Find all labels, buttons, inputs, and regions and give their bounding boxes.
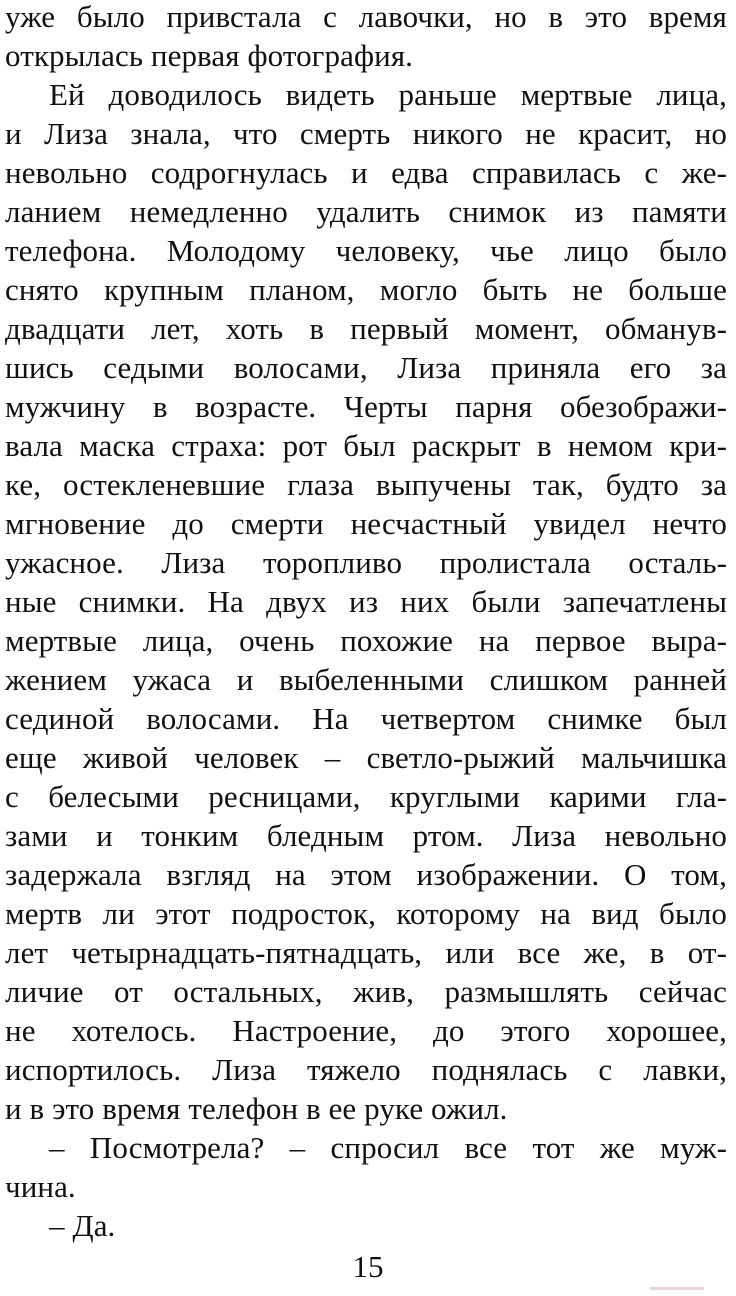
text-line: невольно содрогнулась и едва справилась с же- (5, 155, 727, 190)
text-line: двадцати лет, хоть в первый момент, обманув- (5, 311, 727, 346)
text-line: Ей доводилось видеть раньше мертвые лица, (49, 77, 727, 112)
text-line: мертвые лица, очень похожие на первое выра- (5, 623, 727, 658)
text-line: ужасное. Лиза торопливо пролистала осталь- (5, 545, 727, 580)
edge-mark (650, 1287, 704, 1290)
text-line: с белесыми ресницами, круглыми карими гла- (5, 779, 727, 814)
text-line: уже было привстала с лавочки, но в это время (5, 0, 727, 34)
text-line: сединой волосами. На четвертом снимке был (5, 701, 727, 736)
text-line: открылась первая фотография. (5, 38, 414, 73)
text-line: ные снимки. На двух из них были запечатлены (5, 584, 727, 619)
text-line: лет четырнадцать-пятнадцать, или все же, в от- (5, 935, 727, 970)
text-line: мгновение до смерти несчастный увидел нечто (5, 506, 727, 541)
text-line: телефона. Молодому человеку, чье лицо было (5, 233, 727, 268)
text-line: испортилось. Лиза тяжело поднялась с лавки, (5, 1052, 727, 1087)
text-line: – Да. (49, 1208, 116, 1243)
text-line: личие от остальных, жив, размышлять сейчас (5, 974, 727, 1009)
text-line: и Лиза знала, что смерть никого не красит, но (5, 116, 727, 151)
text-line: ланием немедленно удалить снимок из памяти (5, 194, 727, 229)
text-line: чина. (5, 1169, 76, 1204)
text-line: и в это время телефон в ее руке ожил. (5, 1091, 508, 1126)
text-line: зами и тонким бледным ртом. Лиза невольно (5, 818, 727, 853)
text-line: задержала взгляд на этом изображении. О том, (5, 857, 727, 892)
page-number: 15 (352, 1249, 384, 1284)
text-line: шись седыми волосами, Лиза приняла его за (5, 350, 727, 385)
text-line: ке, остекленевшие глаза выпучены так, будто за (5, 467, 727, 502)
text-line: мертв ли этот подросток, которому на вид было (5, 896, 727, 931)
text-line: – Посмотрела? – спросил все тот же муж- (49, 1130, 727, 1165)
text-line: еще живой человек – светло-рыжий мальчишка (5, 740, 727, 775)
book-page (5, 0, 727, 1294)
text-line: не хотелось. Настроение, до этого хорошее, (5, 1013, 727, 1048)
text-line: мужчину в возрасте. Черты парня обезображи- (5, 389, 727, 424)
text-line: снято крупным планом, могло быть не больше (5, 272, 727, 307)
text-line: жением ужаса и выбеленными слишком ранней (5, 662, 727, 697)
text-line: вала маска страха: рот был раскрыт в немом кри- (5, 428, 727, 463)
